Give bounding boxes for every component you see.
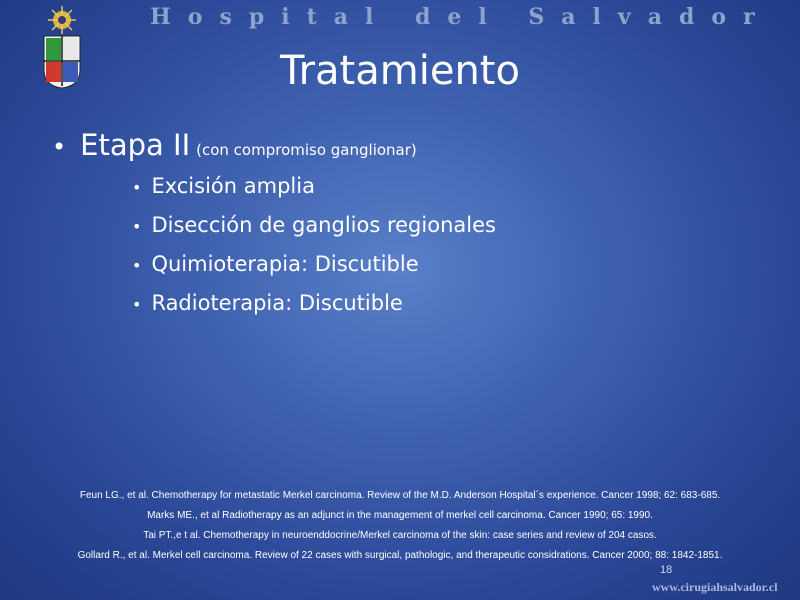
footer-url: www.cirugiahsalvador.cl: [652, 580, 778, 594]
sub-bullet: [132, 174, 496, 213]
references: [30, 486, 770, 566]
bullet-icon: •: [132, 178, 142, 197]
bullet-icon: •: [132, 256, 142, 275]
reference-item: Tai PT.,e t al. Chemotherapy in neuroenddocrine/Merkel carcinoma of the skin: case series and review of 204 casos.: [143, 530, 657, 541]
slide-title: Tratamiento: [280, 48, 520, 94]
reference-item: Marks ME., et al Radiotherapy as an adjunct in the management of merkel cell carcinoma. Cancer 1990; 65: 1990.: [147, 510, 653, 521]
bullet-icon: •: [132, 217, 142, 236]
main-bullet: [52, 128, 417, 162]
sub-bullet-text: Radioterapia: Discutible: [151, 291, 403, 315]
sub-bullet-text: Disección de ganglios regionales: [151, 213, 496, 237]
sub-bullet-list: [132, 174, 496, 330]
main-bullet-label: Etapa II: [80, 128, 191, 162]
reference-item: Gollard R., et al. Merkel cell carcinoma. Review of 22 cases with surgical, pathologic, and therapeutic considrations. Cancer 2000; 88: 1842-1851.: [77, 550, 723, 561]
slide-number: 18: [660, 564, 673, 576]
bullet-icon: •: [52, 133, 67, 161]
sub-bullet: [132, 291, 496, 330]
sub-bullet: [132, 252, 496, 291]
main-bullet-note: (con compromiso ganglionar): [196, 141, 417, 159]
sub-bullet-text: Excisión amplia: [151, 174, 315, 198]
reference-item: Feun LG., et al. Chemotherapy for metastatic Merkel carcinoma. Review of the M.D. Anderson Hospital´s experience. Cancer 1998; 62: 683-685.: [79, 490, 721, 501]
star-icon: [48, 6, 76, 34]
sub-bullet: [132, 213, 496, 252]
bullet-icon: •: [132, 295, 142, 314]
sub-bullet-text: Quimioterapia: Discutible: [151, 252, 419, 276]
hospital-name: Hospital del Salvador: [150, 4, 772, 30]
